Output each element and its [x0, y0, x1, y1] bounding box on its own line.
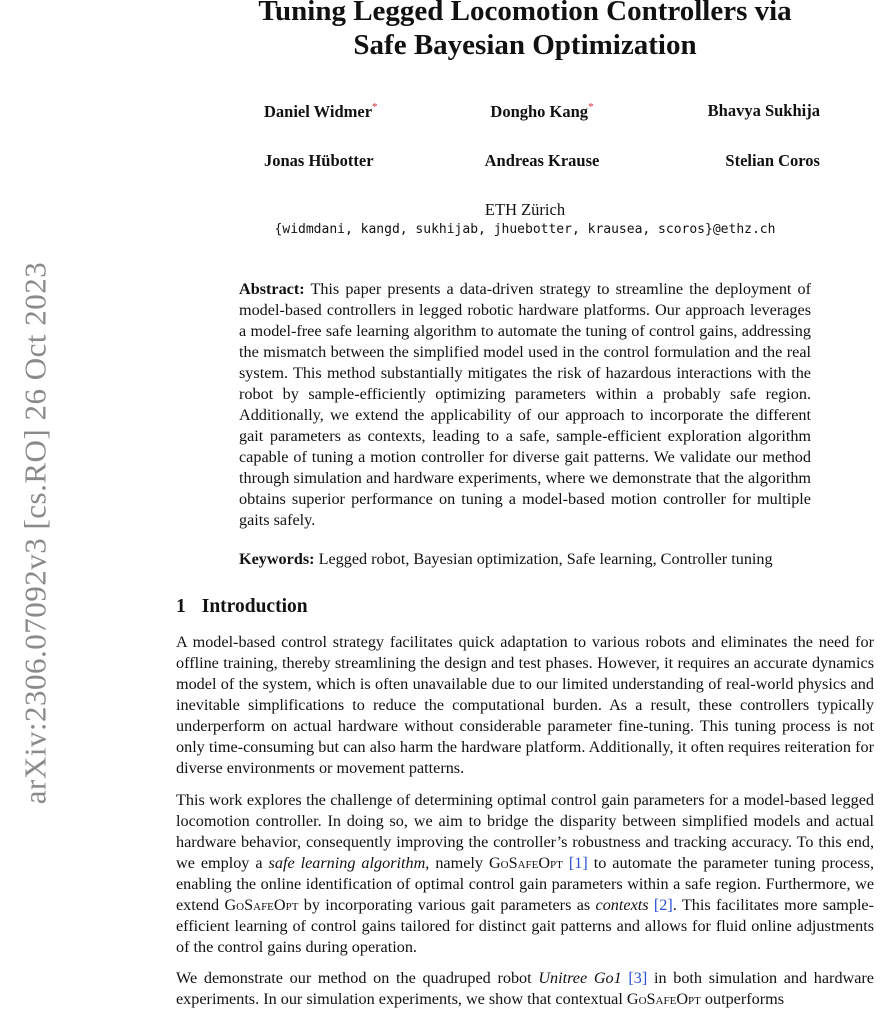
keywords-label: Keywords: [239, 550, 315, 568]
author: Stelian Coros [725, 151, 820, 170]
equal-contribution-mark: * [588, 101, 594, 113]
section-title: Introduction [201, 596, 308, 617]
algorithm-name: GoSafeOpt [488, 854, 563, 872]
paper-title [176, 0, 874, 62]
citation-link[interactable]: [1] [568, 854, 588, 872]
title-line-1: Tuning Legged Locomotion Controllers via [258, 0, 792, 27]
section-number: 1 [176, 596, 186, 617]
author: Jonas Hübotter [264, 151, 374, 170]
emphasis: safe learning algorithm [268, 854, 426, 872]
title-line-2: Safe Bayesian Optimization [353, 29, 697, 61]
algorithm-name: GoSafeOpt [626, 990, 701, 1008]
paragraph-3: We demonstrate our method on the quadruped robot Unitree Go1 [3] in both simulation and hardware experiments. In our simulation experiments, we show that contextual GoSafeOpt outperforms [176, 969, 874, 1008]
citation-link[interactable]: [3] [628, 969, 648, 987]
emphasis: Unitree Go1 [538, 969, 622, 987]
citation-link[interactable]: [2] [653, 896, 673, 914]
arxiv-identifier-text: arXiv:2306.07092v3 [cs.RO] 26 Oct 2023 [17, 261, 52, 805]
emphasis: contexts [595, 896, 649, 914]
keywords-text: Legged robot, Bayesian optimization, Safe learning, Controller tuning [318, 550, 773, 568]
algorithm-name: GoSafeOpt [224, 896, 299, 914]
paragraph-2: This work explores the challenge of determining optimal control gain parameters for a model-based legged locomotion controller. In doing so, we aim to bridge the disparity between simplified models and actual hardware behavior, consequently improving the controller’s robustness and tracking accuracy. To this end, we employ a safe learning algorithm, namely GoSafeOpt [1] to automate the parameter tuning process, enabling the online identification of optimal control gain parameters within a safe region. Furthermore, we extend GoSafeOpt by incorporating various gait parameters as contexts [2]. This facilitates more sample-efficient learning of control gains tailored for distinct gait patterns and allows for fluid online adjustments of the control gains during operation. [176, 791, 875, 956]
author: Daniel Widmer* [264, 101, 378, 121]
author: Andreas Krause [484, 151, 600, 170]
paragraph-1: A model-based control strategy facilitates quick adaptation to various robots and eliminates the need for offline training, thereby streamlining the design and test phases. However, it requires an accurate dynamics model of the system, which is often unavailable due to our limited understanding of real-world physics and inevitable simplifications to reduce the computational burden. As a result, these controllers typically underperform on actual hardware without considerable parameter fine-tuning. This tuning process is not only time-consuming but can also harm the hardware platform. Additionally, it often requires reiteration for diverse environments or movement patterns. [176, 633, 874, 777]
affiliation: ETH Zürich [484, 200, 566, 219]
abstract-label: Abstract: [239, 280, 305, 298]
author: Dongho Kang* [490, 101, 594, 121]
authors-row-1 [230, 101, 820, 122]
arxiv-identifier [10, 228, 60, 838]
authors-row-2 [230, 151, 820, 171]
author-emails: {widmdani, kangd, sukhijab, jhuebotter, krausea, scoros}@ethz.ch [274, 222, 776, 237]
keywords [239, 549, 829, 570]
equal-contribution-mark: * [372, 101, 378, 113]
abstract [239, 279, 811, 531]
author: Bhavya Sukhija [707, 101, 820, 120]
abstract-text: This paper presents a data-driven strategy to streamline the deployment of model-based controllers in legged robotic hardware platforms. Our approach leverages a model-free safe learning algorithm to automate the tuning of control gains, addressing the mismatch between the simplified model used in the control formulation and the real system. This method substantially mitigates the risk of hazardous interactions with the robot by sample-efficiently optimizing parameters within a probably safe region. Additionally, we extend the applicability of our approach to incorporate the different gait parameters as contexts, leading to a safe, sample-efficient exploration algorithm capable of tuning a motion controller for diverse gait patterns. We validate our method through simulation and hardware experiments, where we demonstrate that the algorithm obtains superior performance on tuning a model-based motion controller for multiple gaits safely. [239, 280, 811, 529]
section-heading [176, 596, 308, 618]
